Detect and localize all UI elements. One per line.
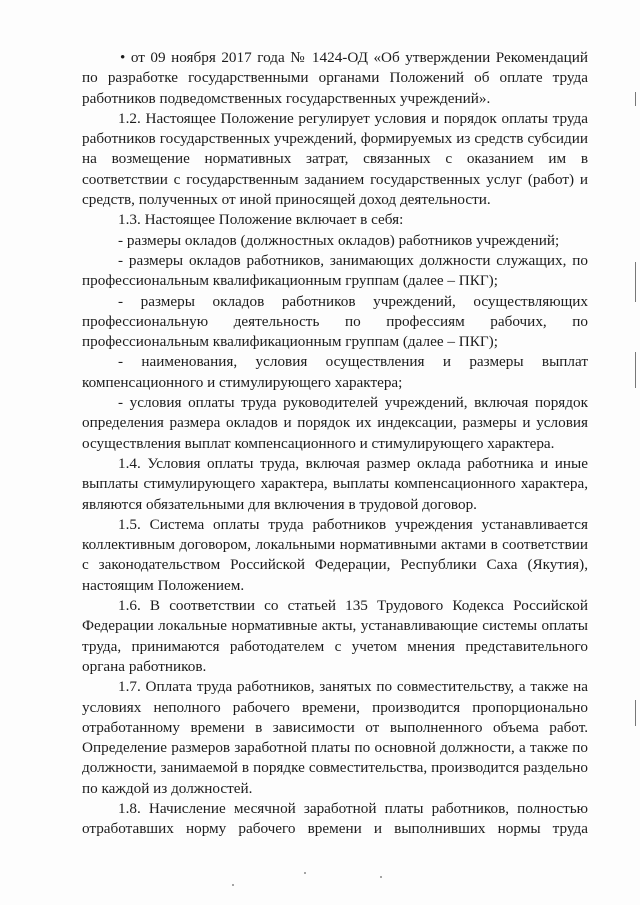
list-item-manager-pay: - условия оплаты труда руководителей учреждений, включая порядок определения размера окладов и порядок их индексации, размеры и условия осуществления выплат компенсационного и стимулирующего характера. xyxy=(82,394,588,452)
document-body xyxy=(82,48,588,840)
scan-dot xyxy=(232,884,234,886)
list-item-employee-salaries: - размеры окладов работников, занимающих должности служащих, по профессиональным квалификационным группам (далее – ПКГ); xyxy=(82,251,588,290)
paragraph-1-3: 1.3. Настоящее Положение включает в себя: xyxy=(118,211,404,229)
list-item-salaries: - размеры окладов (должностных окладов) работников учреждений; xyxy=(118,231,560,249)
scan-edge-mark xyxy=(635,262,636,302)
list-item-payments: - наименования, условия осуществления и размеры выплат компенсационного и стимулирующего характера; xyxy=(82,353,588,391)
paragraph-1-7: 1.7. Оплата труда работников, занятых по совместительству, а также на условиях неполного рабочего времени, производится пропорционально отработанному времени в зависимости от выполненного объема работ. Определение размеров заработной платы по основной должности, а также по должности, занимаемой в порядке совместительства, производится раздельно по каждой из должностей. xyxy=(82,678,588,797)
scan-edge-mark xyxy=(635,700,636,726)
paragraph-1-2: 1.2. Настоящее Положение регулирует условия и порядок оплаты труда работников государственных учреждений, формируемых из средств субсидии на возмещение нормативных затрат, связанных с оказанием им в соответствии с государственным заданием государственных услуг (работ) и средств, полученных от иной приносящей доход деятельности. xyxy=(82,109,588,209)
paragraph-1-8: 1.8. Начисление месячной заработной платы работников, полностью отработавших норму рабочего времени и выполнивших нормы труда xyxy=(82,799,588,838)
scan-dot xyxy=(304,872,306,874)
scan-dot xyxy=(380,876,382,878)
paragraph-1-4: 1.4. Условия оплаты труда, включая размер оклада работника и иные выплаты стимулирующего характера, выплаты компенсационного характера, являются обязательными для включения в трудовой договор. xyxy=(82,454,588,513)
scan-edge-mark xyxy=(635,92,636,106)
paragraph-1-6: 1.6. В соответствии со статьей 135 Трудового Кодекса Российской Федерации локальные нормативные акты, устанавливающие системы оплаты труда, принимаются работодателем с учетом мнения представительного органа работников. xyxy=(82,597,588,675)
paragraph-1-5: 1.5. Система оплаты труда работников учреждения устанавливается коллективным договором, локальными нормативными актами в соответствии с законодательством Российской Федерации, Республики Саха (Якутия), настоящим Положением. xyxy=(82,515,588,594)
list-item-worker-salaries: - размеры окладов работников учреждений, осуществляющих профессиональную деятельность по профессиям рабочих, по профессиональным квалификационным группам (далее – ПКГ); xyxy=(82,292,588,351)
paragraph-order-reference: • от 09 ноября 2017 года № 1424-ОД «Об утверждении Рекомендаций по разработке государственными органами Положений об оплате труда работников подведомственных государственных учреждений». xyxy=(82,49,588,107)
scan-edge-mark xyxy=(635,352,636,388)
